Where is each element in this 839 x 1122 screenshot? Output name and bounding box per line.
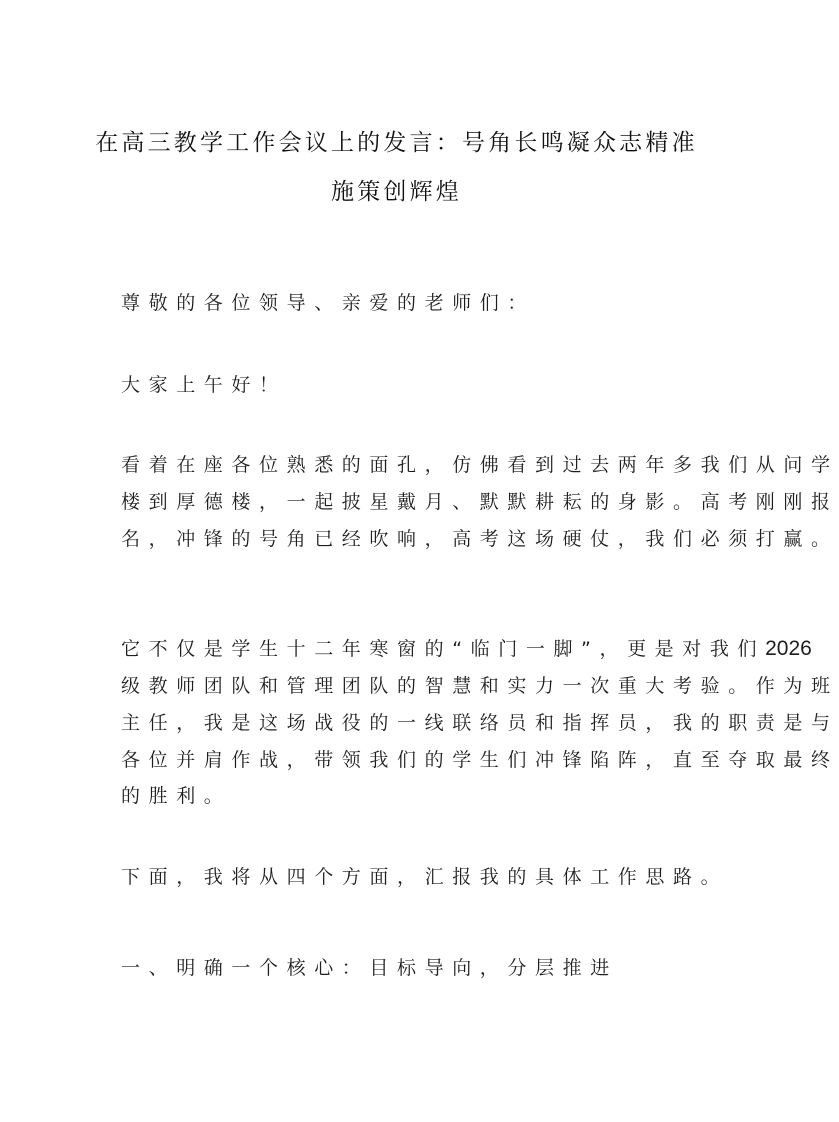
year-number: 2026: [765, 637, 812, 660]
paragraph-1-line-3: 名，冲锋的号角已经吹响，高考这场硬仗，我们必须打赢。: [121, 528, 839, 550]
paragraph-2-line-1-text: 它不仅是学生十二年寒窗的“临门一脚”，更是对我们: [121, 638, 766, 660]
document-title-line-2: 施策创辉煌: [331, 179, 462, 205]
paragraph-1-line-2: 楼到厚德楼，一起披星戴月、默默耕耘的身影。高考刚刚报: [121, 491, 839, 513]
paragraph-2-line-5: 的胜利。: [121, 785, 232, 807]
paragraph-2-line-2: 级教师团队和管理团队的智慧和实力一次重大考验。作为班: [121, 675, 839, 697]
paragraph-2-line-1: [121, 636, 812, 662]
paragraph-2-line-4: 各位并肩作战，带领我们的学生们冲锋陷阵，直至夺取最终: [121, 749, 839, 771]
paragraph-1-line-1: 看着在座各位熟悉的面孔，仿佛看到过去两年多我们从问学: [121, 454, 839, 476]
paragraph-3: 下面，我将从四个方面，汇报我的具体工作思路。: [121, 866, 729, 888]
salutation: 尊敬的各位领导、亲爱的老师们：: [121, 292, 536, 314]
document-title-line-1: 在高三教学工作会议上的发言：号角长鸣凝众志精准: [95, 130, 698, 156]
paragraph-2-line-3: 主任，我是这场战役的一线联络员和指挥员，我的职责是与: [121, 712, 839, 734]
section-heading-1: 一、明确一个核心：目标导向，分层推进: [121, 957, 618, 979]
greeting: 大家上午好！: [121, 374, 287, 396]
